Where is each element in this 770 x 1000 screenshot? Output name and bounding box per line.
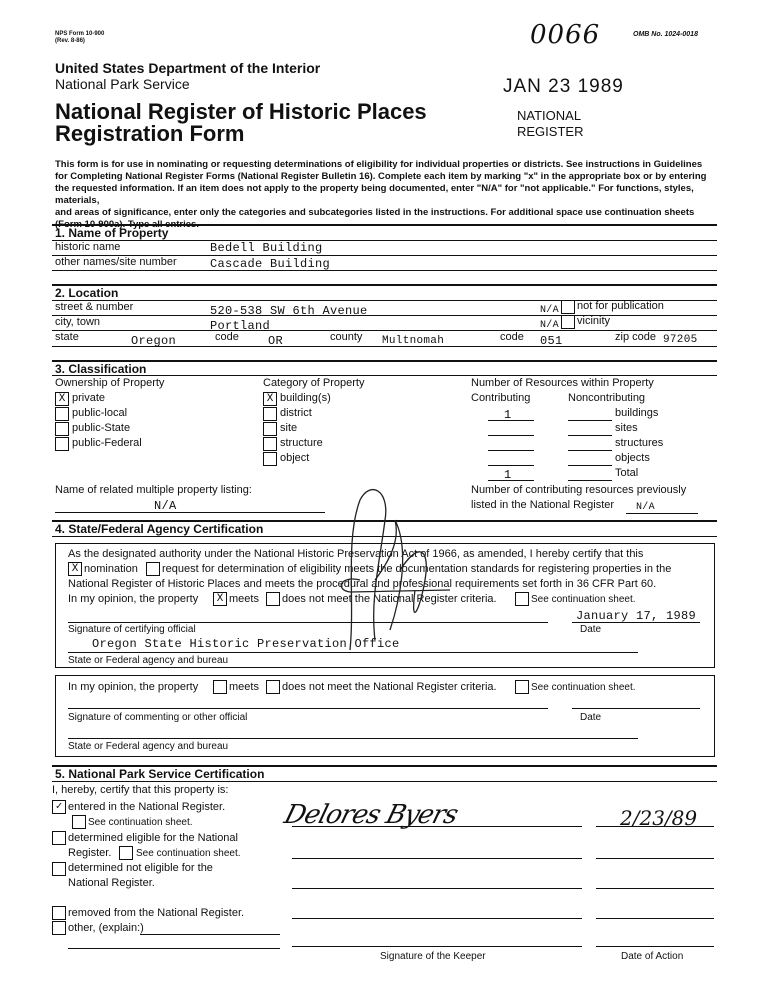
county-code-label: code [500,331,524,343]
rule [55,512,325,513]
rule [596,858,714,859]
keeper-signature-label: Signature of the Keeper [380,951,486,962]
not-for-publication-label: not for publication [577,300,664,312]
rule [68,948,280,949]
intro-line4: and areas of significance, enter only the categories and subcategories listed in the instructions. For additional space use continuation sheets [55,207,695,218]
eligible-line1: determined eligible for the National [68,832,238,844]
opinion2-prefix: In my opinion, the property [68,681,199,693]
category-buildings-label: building(s) [280,392,331,404]
resource-objects-label: objects [615,452,650,464]
prev-listed-value[interactable]: N/A [636,502,655,513]
rule [488,435,534,436]
prev-listed-line2: listed in the National Register [471,499,615,511]
vicinity-checkbox[interactable] [561,315,575,329]
rule [568,480,612,481]
rule [596,826,714,827]
state-label: state [55,331,79,343]
resource-structures-label: structures [615,437,664,449]
city-value[interactable]: Portland [210,319,271,333]
meets2-label: meets [229,681,259,693]
signature-label: Signature of certifying official [68,624,196,635]
county-value[interactable]: Multnomah [382,335,445,347]
continuation2-checkbox[interactable] [515,680,529,694]
rule [292,918,582,919]
ownership-public-local-checkbox[interactable] [55,407,69,421]
see-continuation2-label: See continuation sheet. [531,682,636,693]
entered-continuation-checkbox[interactable] [72,815,86,829]
intro-paragraph [55,159,715,231]
ownership-private-checkbox[interactable]: X [55,392,69,406]
street-value[interactable]: 520-538 SW 6th Avenue [210,304,368,318]
rule [568,435,612,436]
keeper-signature: Delores Byers [280,800,461,830]
section3-heading: 3. Classification [55,362,147,376]
section5-intro: I, hereby, certify that this property is: [52,784,229,796]
rule [568,465,612,466]
rule [140,934,280,935]
not-eligible-line2: National Register. [68,877,155,889]
rule [488,450,534,451]
cert-date-value[interactable]: January 17, 1989 [576,609,697,623]
category-buildings-checkbox[interactable]: X [263,392,277,406]
prev-listed-line1: Number of contributing resources previously [471,484,687,496]
rule [596,918,714,919]
intro-line1: This form is for use in nominating or requesting determinations of eligibility for individual properties or districts. See instructions in Guidelines [55,159,703,170]
intro-line5: (Form 10-900a). Type all entries. [55,219,199,230]
see-continuation-label: See continuation sheet. [531,594,636,605]
other-names-value[interactable]: Cascade Building [210,257,331,271]
category-district-checkbox[interactable] [263,407,277,421]
category-object-checkbox[interactable] [263,452,277,466]
stamp-line1: NATIONAL [517,108,582,123]
not-eligible-line1: determined not eligible for the [68,862,213,874]
commenting-label: Signature of commenting or other official [68,712,248,723]
contributing-heading: Contributing [471,392,531,404]
other-checkbox[interactable] [52,921,66,935]
cert-line2-rest: request for determination of eligibility meets the documentation standards for registering properties in the [162,563,672,575]
eligible-continuation-checkbox[interactable] [119,846,133,860]
rule [626,513,698,514]
cert-date-label: Date [580,624,602,635]
action-date-value[interactable]: 2/23/89 [620,806,698,830]
rule [52,240,717,241]
rule [568,420,612,421]
resource-buildings-label: buildings [615,407,659,419]
historic-name-value[interactable]: Bedell Building [210,241,323,255]
rule [488,465,534,466]
action-date-label: Date of Action [621,951,684,962]
rule [52,781,717,782]
rule [52,315,717,316]
cert-line3: National Register of Historic Places and meets the procedural and professional requirements set forth in 36 CFR Part 60. [68,578,657,590]
form-number: NPS Form 10-900 [55,31,105,37]
rule [52,346,717,347]
form-title-line2: Registration Form [55,121,245,146]
intro-line2: for Completing National Register Forms (National Register Bulletin 16). Complete each item by marking "x" in the appropriate box or by entering [55,171,707,182]
category-object-label: object [280,452,310,464]
multiple-listing-label: Name of related multiple property listing: [55,484,252,496]
does-not-meet2-checkbox[interactable] [266,680,280,694]
continuation-checkbox[interactable] [515,592,529,606]
ownership-public-state-checkbox[interactable] [55,422,69,436]
category-site-label: site [280,422,298,434]
other-label: other, (explain:) [68,922,144,934]
entered-checkbox[interactable]: ✓ [52,800,66,814]
section5-heading: 5. National Park Service Certification [55,767,265,781]
eligible-continuation-label: See continuation sheet. [136,848,241,859]
resources-heading: Number of Resources within Property [471,377,654,389]
rule [292,858,582,859]
state-value[interactable]: Oregon [131,334,177,348]
determination-checkbox[interactable] [146,562,160,576]
removed-checkbox[interactable] [52,906,66,920]
rule [596,946,714,947]
not-for-publication-na: N/A [540,305,559,316]
handwritten-number: 0066 [530,20,601,50]
department-name: United States Department of the Interior [55,60,321,76]
category-structure-checkbox[interactable] [263,437,277,451]
official-signature-scribble [330,480,480,660]
ownership-public-federal-checkbox[interactable] [55,437,69,451]
state-code-value[interactable]: OR [268,334,284,348]
does-not-meet2-label: does not meet the National Register criteria. [282,681,497,693]
section4-heading: 4. State/Federal Agency Certification [55,522,264,536]
zip-label: zip code [615,331,656,343]
category-site-checkbox[interactable] [263,422,277,436]
zip-value[interactable]: 97205 [663,334,698,346]
removed-label: removed from the National Register. [68,907,245,919]
rule [68,708,548,709]
resource-total-label: Total [615,467,639,479]
ownership-public-state-label: public-State [72,422,131,434]
rule [292,946,582,947]
ownership-public-federal-label: public-Federal [72,437,142,449]
category-structure-label: structure [280,437,323,449]
opinion-prefix: In my opinion, the property [68,593,199,605]
noncontributing-heading: Noncontributing [568,392,646,404]
rule [292,826,582,827]
section2-top-rule [52,284,717,286]
other-names-label: other names/site number [55,256,177,268]
rule [52,375,717,376]
meets-label: meets [229,593,259,605]
agency-label: State or Federal agency and bureau [68,655,229,666]
rule [568,450,612,451]
omb-number: OMB No. 1024-0018 [633,31,698,38]
category-district-label: district [280,407,312,419]
eligible-checkbox[interactable] [52,831,66,845]
rule [292,888,582,889]
historic-name-label: historic name [55,241,121,253]
ownership-heading: Ownership of Property [55,377,165,389]
city-label: city, town [55,316,101,328]
street-label: street & number [55,301,134,313]
entered-continuation-label: See continuation sheet. [88,817,193,828]
rule [572,708,700,709]
resource-sites-label: sites [615,422,638,434]
state-code-label: code [215,331,239,343]
date2-label: Date [580,712,602,723]
agency-name: National Park Service [55,76,190,92]
section1-heading: 1. Name of Property [55,226,169,240]
vicinity-label: vicinity [577,315,611,327]
nomination-label: nomination [84,563,138,575]
meets-checkbox[interactable]: X [213,592,227,606]
rule [68,738,638,739]
section3-top-rule [52,360,717,362]
cert-line1: As the designated authority under the National Historic Preservation Act of 1966, as amended, I hereby certify that this [68,548,644,560]
not-eligible-checkbox[interactable] [52,862,66,876]
rule [52,270,717,271]
nomination-checkbox[interactable]: X [68,562,82,576]
vicinity-na: N/A [540,320,559,331]
rule [596,888,714,889]
section2-heading: 2. Location [55,286,119,300]
ownership-public-local-label: public-local [72,407,128,419]
category-heading: Category of Property [263,377,365,389]
contributing-total[interactable]: 1 [504,468,512,482]
county-label: county [330,331,363,343]
ownership-private-label: private [72,392,106,404]
rule [572,622,700,623]
multiple-listing-value[interactable]: N/A [154,499,177,513]
stamp-line2: REGISTER [517,124,584,139]
form-title-line1: National Register of Historic Places [55,99,427,124]
not-for-publication-checkbox[interactable] [561,300,575,314]
entered-label: entered in the National Register. [68,801,226,813]
form-revision: (Rev. 8-86) [55,38,85,44]
contributing-buildings[interactable]: 1 [504,408,512,422]
does-not-meet-label: does not meet the National Register criteria. [282,593,497,605]
intro-line3: the requested information. If an item does not apply to the property being documented, enter "N/A" for "not applicable." For functions, styles, materials, [55,183,694,206]
agency2-label: State or Federal agency and bureau [68,741,229,752]
meets2-checkbox[interactable] [213,680,227,694]
received-stamp-date: JAN 23 1989 [503,76,624,97]
agency-value[interactable]: Oregon State Historic Preservation Office [92,637,400,651]
does-not-meet-checkbox[interactable] [266,592,280,606]
county-code-value[interactable]: 051 [540,334,563,348]
eligible-line2: Register. [68,847,112,859]
